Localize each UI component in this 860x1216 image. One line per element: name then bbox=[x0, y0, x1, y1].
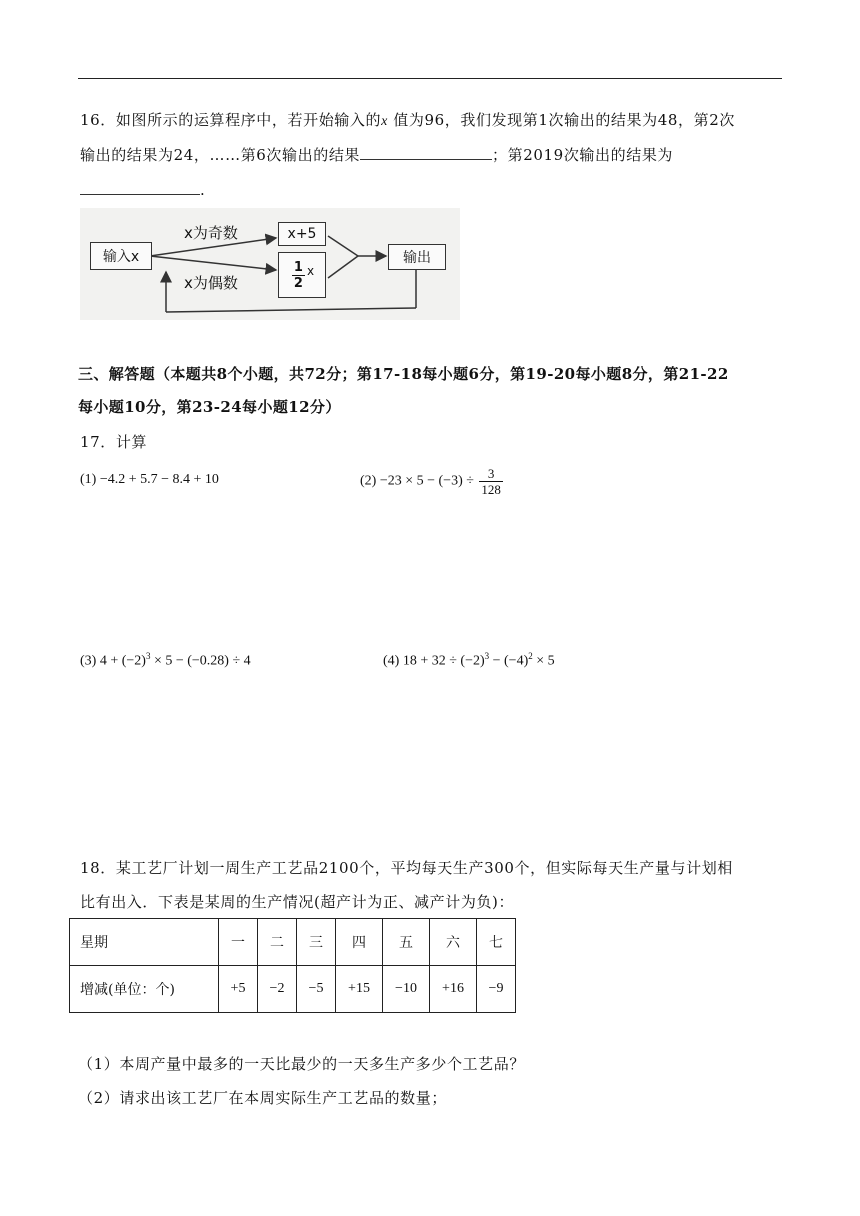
flow-output-box bbox=[388, 244, 446, 270]
q17-part-4-exp2: 2 bbox=[528, 651, 533, 661]
flow-output-label: 输出 bbox=[403, 250, 431, 266]
table-cell-value: −2 bbox=[258, 966, 297, 1013]
q17-part-2-fraction bbox=[479, 466, 503, 497]
q18-subquestion-1: （1）本周产量中最多的一天比最少的一天多生产多少个工艺品？ bbox=[78, 1055, 525, 1073]
table-cell-day: 一 bbox=[219, 919, 258, 966]
q16-text-d: ；第2019次输出的结果为 bbox=[492, 146, 674, 164]
q16-line-1 bbox=[80, 110, 735, 132]
q17-part-3 bbox=[80, 651, 251, 670]
table-row-weekday bbox=[70, 919, 516, 966]
table-cell-day: 三 bbox=[297, 919, 336, 966]
flow-even-op-var: x bbox=[306, 264, 315, 278]
flow-even-op-fraction bbox=[292, 260, 305, 291]
table-cell-value: −10 bbox=[383, 966, 430, 1013]
q17-part-2-den: 128 bbox=[481, 482, 501, 497]
table-cell-value: +5 bbox=[219, 966, 258, 1013]
table-header-weekday: 星期 bbox=[70, 919, 219, 966]
flow-input-box bbox=[90, 242, 152, 270]
q17-part-4-a: (4) 18 + 32 ÷ (−2) bbox=[383, 653, 485, 669]
table-cell-value: −5 bbox=[297, 966, 336, 1013]
q16-var-x: x bbox=[381, 114, 388, 129]
q16-text-b: 值为96，我们发现第1次输出的结果为48，第2次 bbox=[387, 111, 735, 129]
operation-flowchart bbox=[80, 208, 460, 320]
q17-part-2-expr: (2) −23 × 5 − (−3) ÷ bbox=[360, 473, 474, 489]
table-row-change bbox=[70, 966, 516, 1013]
q17-part-1: (1) −4.2 + 5.7 − 8.4 + 10 bbox=[80, 472, 219, 487]
table-cell-value: −9 bbox=[477, 966, 516, 1013]
flow-odd-label: x为奇数 bbox=[184, 224, 238, 242]
flow-even-op-num: 1 bbox=[293, 259, 303, 275]
flow-even-op-den: 2 bbox=[293, 275, 303, 291]
flow-even-op-box bbox=[278, 252, 326, 298]
q17-title: 17．计算 bbox=[80, 433, 148, 451]
q16-period: . bbox=[200, 181, 206, 199]
q18-line-1: 18．某工艺厂计划一周生产工艺品2100个，平均每天生产300个，但实际每天生产量与计划相 bbox=[80, 859, 733, 877]
q16-line-3 bbox=[80, 180, 205, 200]
production-table bbox=[69, 918, 516, 1013]
table-cell-value: +16 bbox=[430, 966, 477, 1013]
q16-answer-blank-1[interactable] bbox=[360, 145, 492, 160]
q17-part-2 bbox=[360, 466, 503, 497]
q17-part-3-b: × 5 − (−0.28) ÷ 4 bbox=[150, 653, 251, 669]
q16-answer-blank-2[interactable] bbox=[80, 180, 200, 195]
q17-part-4 bbox=[383, 651, 555, 670]
table-cell-day: 五 bbox=[383, 919, 430, 966]
flow-even-label: x为偶数 bbox=[184, 274, 238, 292]
table-cell-day: 四 bbox=[336, 919, 383, 966]
section3-heading-line-1: 三、解答题（本题共8个小题，共72分；第17-18每小题6分，第19-20每小题8分，第21-22 bbox=[78, 365, 729, 383]
q18-line-2: 比有出入．下表是某周的生产情况(超产计为正、减产计为负)： bbox=[80, 893, 515, 911]
flow-input-label: 输入x bbox=[102, 249, 140, 265]
q17-part-3-a: (3) 4 + (−2) bbox=[80, 653, 146, 669]
q17-part-4-exp1: 3 bbox=[484, 651, 490, 661]
q16-text-a: 16．如图所示的运算程序中，若开始输入的 bbox=[80, 111, 382, 129]
q17-part-3-exp: 3 bbox=[145, 651, 151, 661]
table-cell-day: 七 bbox=[477, 919, 516, 966]
q17-part-4-b: − (−4) bbox=[489, 653, 529, 669]
table-cell-day: 六 bbox=[430, 919, 477, 966]
table-cell-day: 二 bbox=[258, 919, 297, 966]
q16-line-2 bbox=[80, 145, 673, 165]
table-header-change: 增减(单位：个) bbox=[70, 966, 219, 1013]
q18-subquestion-2: （2）请求出该工艺厂在本周实际生产工艺品的数量； bbox=[78, 1089, 447, 1107]
flow-odd-op-box bbox=[278, 222, 326, 246]
q17-part-4-c: × 5 bbox=[532, 653, 555, 669]
section3-heading-line-2: 每小题10分，第23-24每小题12分） bbox=[78, 398, 341, 416]
table-cell-value: +15 bbox=[336, 966, 383, 1013]
flow-odd-op: x+5 bbox=[287, 226, 317, 242]
header-rule bbox=[78, 78, 782, 79]
q16-text-c: 输出的结果为24，……第6次输出的结果 bbox=[80, 146, 361, 164]
q17-part-2-num: 3 bbox=[479, 466, 503, 482]
